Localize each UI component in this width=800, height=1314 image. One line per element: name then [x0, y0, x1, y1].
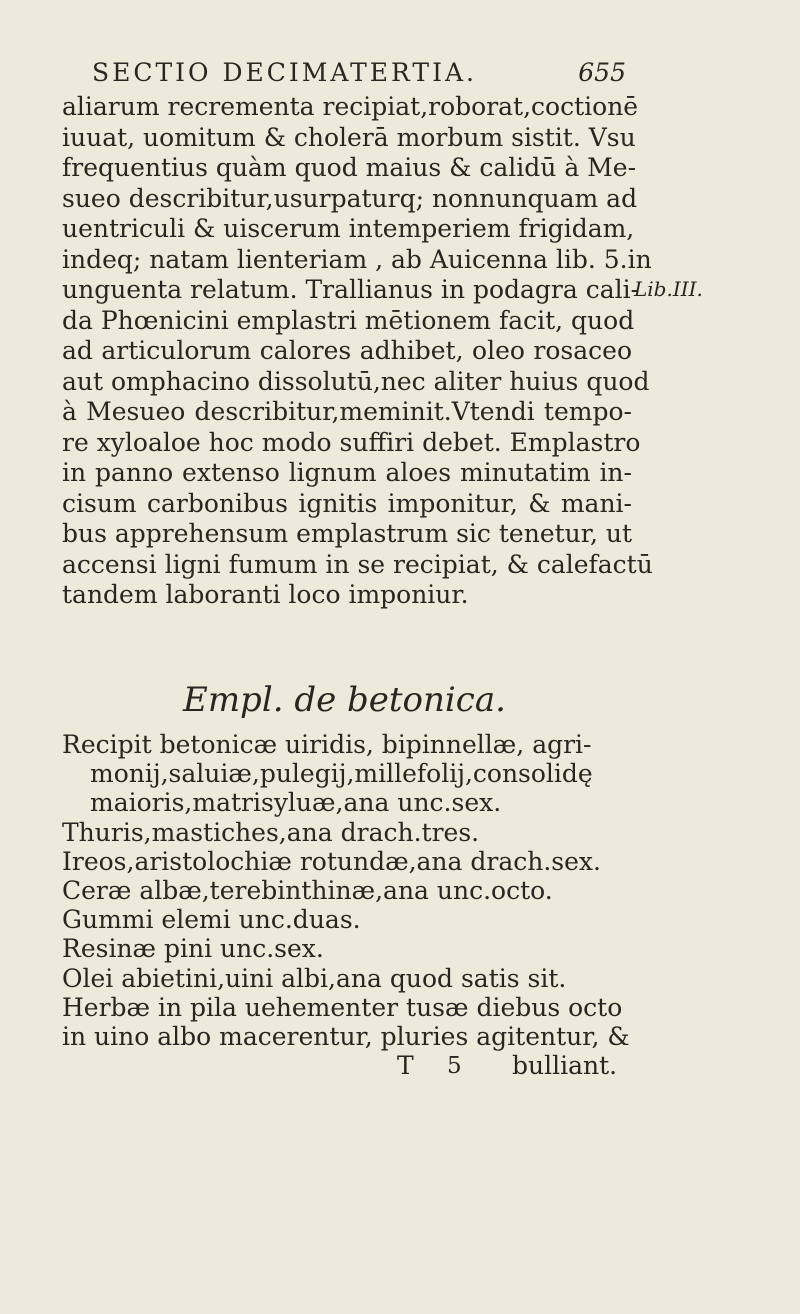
body-line: cisum carbonibus ignitis imponitur, & mani-: [62, 488, 632, 518]
body-line: ad articulorum calores adhibet, oleo rosaceo: [62, 336, 632, 365]
section-title: Empl. de betonica.: [183, 680, 506, 720]
body-line: tandem laboranti loco imponiur.: [62, 580, 469, 609]
recipe-line: Herbæ in pila uehementer tusæ diebus octo: [62, 992, 623, 1022]
body-line: da Phœnicini emplastri mētionem facit, quod: [62, 305, 635, 335]
catchword: bulliant.: [512, 1051, 618, 1081]
body-line: frequentius quàm quod maius & calidū à Me-: [62, 153, 637, 182]
page-number: 655: [578, 58, 626, 87]
body-line: aliarum recrementa recipiat,roborat,coctionē: [62, 92, 639, 121]
recipe-list: [62, 730, 642, 1081]
body-line: bus apprehensum emplastrum sic tenetur, ut: [62, 519, 633, 548]
body-line: uentriculi & uiscerum intemperiem frigidam,: [62, 214, 635, 243]
body-line: unguenta relatum. Trallianus in podagra cali-: [62, 275, 640, 304]
body-line: in panno extenso lignum aloes minutatim in-: [62, 458, 632, 487]
body-line: re xyloaloe hoc modo suffiri debet. Emplastro: [62, 427, 641, 457]
body-line: accensi ligni fumum in se recipiat, & calefactū: [62, 549, 653, 579]
recipe-line: maioris,matrisyluæ,ana unc.sex.: [90, 788, 502, 818]
recipe-line: Ceræ albæ,terebinthinæ,ana unc.octo.: [62, 876, 553, 906]
body-line: indeq; natam lienteriam , ab Auicenna lib. 5.in: [62, 244, 652, 274]
margin-note: Lib.III.: [634, 277, 703, 301]
recipe-line: in uino albo macerentur, pluries agitentur, &: [62, 1022, 630, 1052]
signature-number: 5: [447, 1053, 462, 1080]
recipe-line: Ireos,aristolochiæ rotundæ,ana drach.sex.: [62, 846, 601, 876]
recipe-line: Olei abietini,uini albi,ana quod satis sit.: [62, 963, 567, 993]
recipe-line: Resinæ pini unc.sex.: [62, 934, 324, 964]
recipe-line: Recipit betonicæ uiridis, bipinnellæ, agri-: [62, 730, 592, 759]
body-line: sueo describitur,usurpaturq; nonnunquam ad: [62, 183, 638, 213]
body-text: [62, 92, 653, 611]
running-title: SECTIO DECIMATERTIA.: [92, 58, 477, 87]
recipe-line: monij,saluiæ,pulegij,millefolij,consolidę: [90, 759, 593, 789]
running-header: [92, 58, 632, 87]
body-line: iuuat, uomitum & cholerā morbum sistit. Vsu: [62, 122, 636, 152]
recipe-line: Thuris,mastiches,ana drach.tres.: [62, 817, 480, 847]
signature-mark: T: [397, 1051, 414, 1081]
body-line: à Mesueo describitur,meminit.Vtendi tempo-: [62, 397, 632, 426]
recipe-line: Gummi elemi unc.duas.: [62, 905, 361, 935]
body-line: aut omphacino dissolutū,nec aliter huius quod: [62, 366, 650, 396]
page-footer: [62, 1051, 642, 1081]
